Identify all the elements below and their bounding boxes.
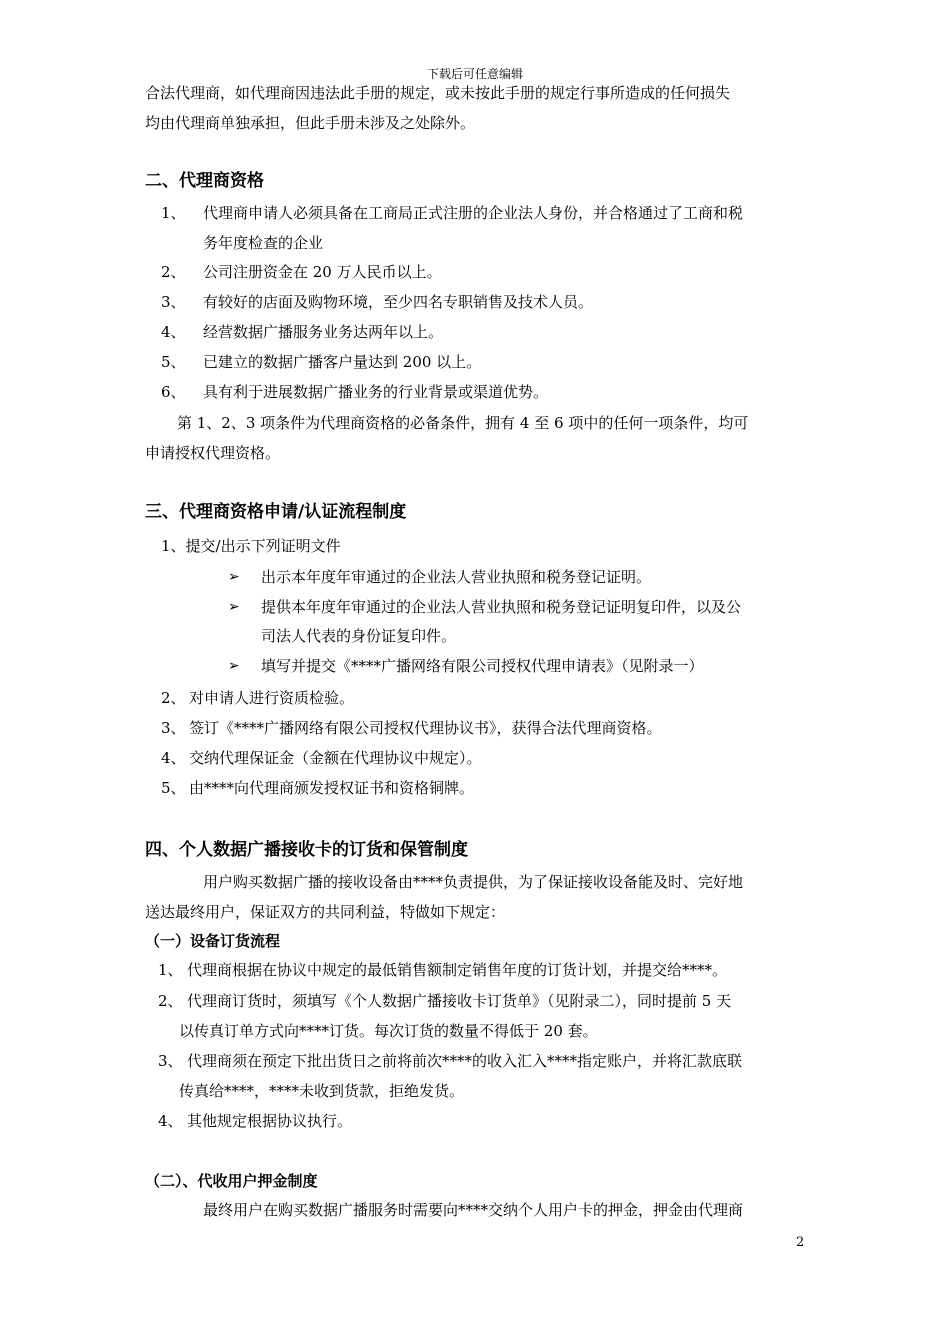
section3-step-text: 交纳代理保证金（金额在代理协议中规定）。 — [189, 749, 482, 767]
section4-intro-line-2: 送达最终用户，保证双方的共同利益，特做如下规定： — [145, 903, 506, 921]
section2-note-line-2: 申请授权代理资格。 — [145, 444, 281, 462]
header-note: 下载后可任意编辑 — [426, 67, 523, 81]
sub1-item-text: 传真给****，****未收到货款，拒绝发货。 — [179, 1082, 465, 1100]
section4-sub2-text: 最终用户在购买数据广播服务时需要向****交纳个人用户卡的押金，押金由代理商 — [203, 1201, 744, 1219]
sub1-item-number: 2、 — [158, 992, 183, 1010]
section2-item-number: 3、 — [161, 293, 186, 311]
section3-step-text: 对申请人进行资质检验。 — [189, 689, 355, 707]
section2-item-number: 4、 — [161, 323, 186, 341]
section4-intro-line-1: 用户购买数据广播的接收设备由****负责提供，为了保证接收设备能及时、完好地 — [203, 873, 744, 891]
section3-step-1: 1、提交/出示下列证明文件 — [161, 537, 341, 555]
section2-item-text: 公司注册资金在 20 万人民币以上。 — [203, 263, 442, 281]
section2-item-text: 具有利于进展数据广播业务的行业背景或渠道优势。 — [203, 383, 549, 401]
section2-item-number: 1、 — [161, 204, 186, 222]
section2-note-line-1: 第 1、2、3 项条件为代理商资格的必备条件，拥有 4 至 6 项中的任何一项条件，均可 — [177, 414, 749, 432]
intro-line-2: 均由代理商单独承担，但此手册未涉及之处除外。 — [145, 114, 476, 132]
section2-item-text: 有较好的店面及购物环境，至少四名专职销售及技术人员。 — [203, 293, 594, 311]
section3-step-number: 3、 — [161, 719, 186, 737]
section4-sub1-title: （一）设备订货流程 — [145, 932, 281, 950]
section2-item-text: 代理商申请人必须具备在工商局正式注册的企业法人身份，并合格通过了工商和税 — [203, 204, 744, 222]
section3-step-text: 由****向代理商颁发授权证书和资格铜牌。 — [189, 779, 475, 797]
page-number: 2 — [796, 1235, 805, 1250]
sub1-item-number: 4、 — [158, 1112, 183, 1130]
section3-step-number: 5、 — [161, 779, 186, 797]
section4-title: 四、个人数据广播接收卡的订货和保管制度 — [145, 840, 468, 860]
section3-title: 三、代理商资格申请/认证流程制度 — [145, 502, 407, 522]
section3-step-text: 签订《****广播网络有限公司授权代理协议书》，获得合法代理商资格。 — [189, 719, 662, 737]
intro-line-1: 合法代理商，如代理商因违法此手册的规定，或未按此手册的规定行事所造成的任何损失 — [145, 84, 731, 102]
section3-step-number: 4、 — [161, 749, 186, 767]
section4-sub2-title: （二）、代收用户押金制度 — [145, 1172, 318, 1190]
sub1-item-text: 代理商须在预定下批出货日之前将前次****的收入汇入****指定账户，并将汇款底联 — [187, 1052, 743, 1070]
section2-item-text: 务年度检查的企业 — [203, 234, 324, 252]
section3-step-number: 2、 — [161, 689, 186, 707]
section3-bullet-text: 填写并提交《****广播网络有限公司授权代理申请表》（见附录一） — [261, 657, 704, 675]
sub1-item-text: 其他规定根据协议执行。 — [187, 1112, 353, 1130]
sub1-item-number: 3、 — [158, 1052, 183, 1070]
section3-bullet-text: 提供本年度年审通过的企业法人营业执照和税务登记证明复印件，以及公 — [261, 598, 742, 616]
sub1-item-text: 代理商订货时，须填写《个人数据广播接收卡订货单》（见附录二），同时提前 5 天 — [187, 992, 732, 1010]
section3-bullet-text: 司法人代表的身份证复印件。 — [261, 627, 457, 645]
arrow-right-icon: ➢ — [228, 569, 240, 585]
sub1-item-text: 以传真订单方式向****订货。每次订货的数量不得低于 20 套。 — [179, 1022, 598, 1040]
sub1-item-text: 代理商根据在协议中规定的最低销售额制定销售年度的订货计划，并提交给****。 — [187, 961, 728, 979]
arrow-right-icon: ➢ — [228, 658, 240, 674]
arrow-right-icon: ➢ — [228, 599, 240, 615]
sub1-item-number: 1、 — [158, 961, 183, 979]
section2-item-text: 已建立的数据广播客户量达到 200 以上。 — [203, 353, 482, 371]
section3-bullet-text: 出示本年度年审通过的企业法人营业执照和税务登记证明。 — [261, 568, 652, 586]
section2-item-number: 6、 — [161, 383, 186, 401]
section2-title: 二、代理商资格 — [145, 171, 264, 191]
section2-item-number: 2、 — [161, 263, 186, 281]
section2-item-number: 5、 — [161, 353, 186, 371]
section2-item-text: 经营数据广播服务业务达两年以上。 — [203, 323, 444, 341]
